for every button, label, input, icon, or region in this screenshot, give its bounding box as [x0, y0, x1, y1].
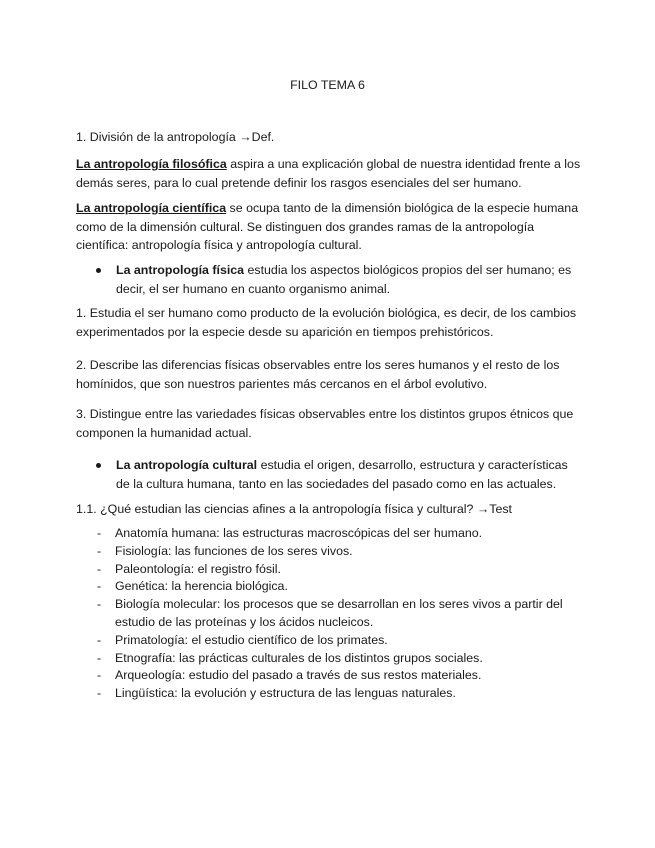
- bullet-cultural: [76, 456, 581, 493]
- dash-marker: -: [97, 597, 102, 612]
- term-scientific: La antropología científica: [76, 201, 227, 215]
- list-item: - Anatomía humana: las estructuras macroscópicas del ser humano.: [76, 525, 581, 543]
- dash-marker: -: [97, 650, 102, 665]
- bullet-text: estudia el origen, desarrollo, estructura y características de la cultura humana, tanto en las sociedades del pasado como en las actuales.: [116, 458, 568, 491]
- numbered-item-2: 2. Describe las diferencias físicas observables entre los seres humanos y el resto de los homínidos, que son nuestros parientes más cercanos en el árbol evolutivo.: [76, 358, 560, 391]
- dash-marker: -: [97, 561, 102, 576]
- paragraph-text: se ocupa tanto de la dimensión biológica de la especie humana como de la dimensión cultural. Se distinguen dos grandes ramas de la antropología científica: antropología física y antropología cultural.: [76, 201, 579, 253]
- dash-marker: -: [97, 526, 102, 540]
- dash-marker: -: [97, 543, 102, 558]
- bullet-dot: [96, 268, 101, 273]
- section-heading: 1. División de la antropología →Def.: [76, 130, 275, 144]
- bullet-physical: [76, 261, 581, 298]
- list-item: - Etnografía: las prácticas culturales de los distintos grupos sociales.: [76, 650, 581, 668]
- term-cultural: La antropología cultural: [116, 458, 258, 472]
- list-item: - Genética: la herencia biológica.: [76, 578, 581, 596]
- term-philosophical: La antropología filosófica: [76, 157, 227, 171]
- related-sciences-list: [76, 525, 581, 703]
- bullet-text: estudia los aspectos biológicos propios del ser humano; es decir, el ser humano en cuanto organismo animal.: [116, 263, 572, 296]
- dash-marker: -: [97, 632, 102, 647]
- dash-marker: -: [97, 579, 102, 594]
- list-item: - Paleontología: el registro fósil.: [76, 561, 581, 579]
- subsection-heading: 1.1. ¿Qué estudian las ciencias afines a la antropología física y cultural? →Test: [76, 502, 512, 516]
- paragraph-text: aspira a una explicación global de nuestra identidad frente a los demás seres, para lo cual pretende definir los rasgos esenciales del ser humano.: [76, 157, 581, 190]
- list-item: - Arqueología: estudio del pasado a través de sus restos materiales.: [76, 667, 581, 685]
- term-physical: La antropología física: [116, 263, 245, 277]
- bullet-dot: [96, 463, 101, 468]
- list-item: - Biología molecular: los procesos que se desarrollan en los seres vivos a partir del estudio de las proteínas y los ácidos nucleicos.: [97, 597, 563, 629]
- document-title: FILO TEMA 6: [290, 78, 365, 92]
- list-item: - Fisiología: las funciones de los seres vivos.: [76, 543, 581, 561]
- numbered-item-3: 3. Distingue entre las variedades físicas observables entre los distintos grupos étnicos que componen la humanidad actual.: [76, 407, 574, 440]
- paragraph-philosophical: [76, 155, 581, 192]
- paragraph-scientific: [76, 199, 581, 255]
- list-item: - Lingüística: la evolución y estructura de las lenguas naturales.: [76, 685, 581, 703]
- dash-marker: -: [97, 668, 102, 683]
- dash-marker: -: [97, 686, 102, 701]
- list-item: - Primatología: el estudio científico de los primates.: [76, 632, 581, 650]
- numbered-item-1: 1. Estudia el ser humano como producto de la evolución biológica, es decir, de los cambios experimentados por la especie desde su aparición en tiempos prehistóricos.: [76, 306, 577, 339]
